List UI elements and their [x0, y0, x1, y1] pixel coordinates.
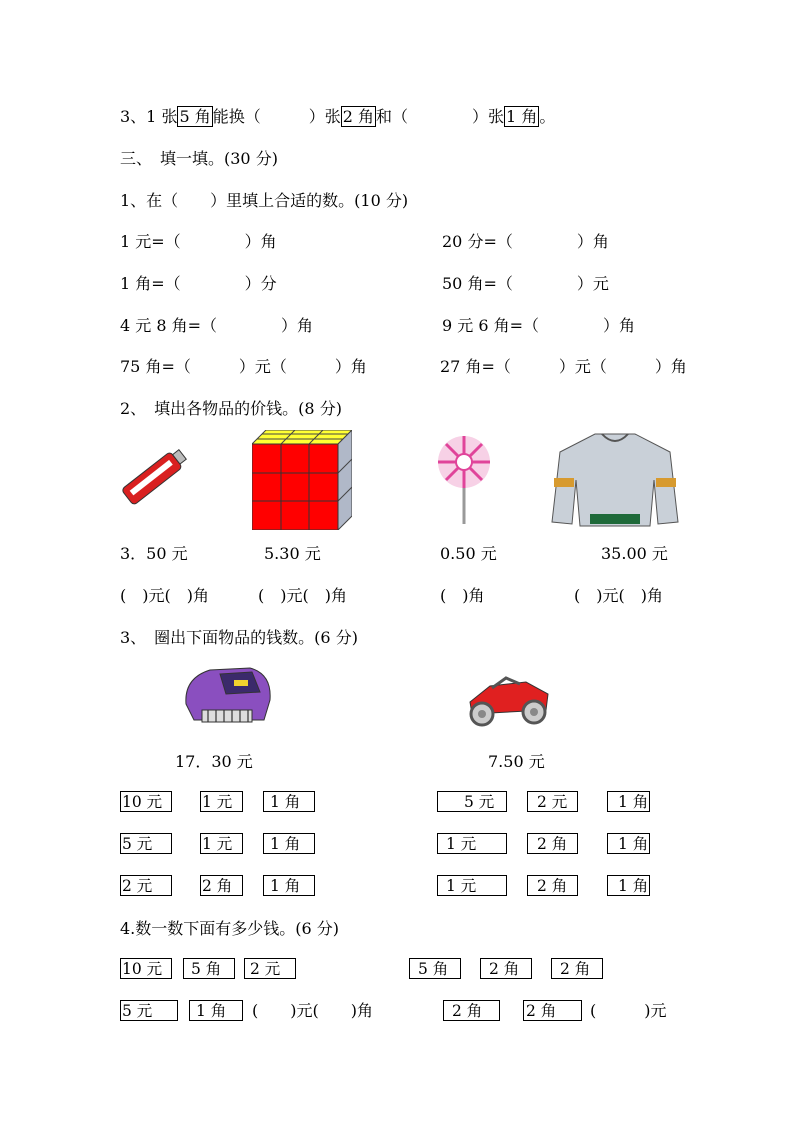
- s2-title: 2、 填出各物品的价钱。(8 分): [120, 399, 342, 418]
- toy-jeep-icon: [462, 672, 554, 730]
- money-box[interactable]: 1 元: [200, 833, 243, 854]
- s2-answer-toothpaste: ( )元( )角: [120, 586, 209, 605]
- money-box: 1 角: [189, 1000, 243, 1021]
- s2-answer-cube: ( )元( )角: [258, 586, 347, 605]
- s2-answer-sweater: ( )元( )角: [574, 586, 663, 605]
- money-box[interactable]: 2 角: [527, 875, 578, 896]
- s2-price-cube: 5.30 元: [264, 544, 321, 563]
- coin-box-1jiao: 1 角: [506, 107, 538, 126]
- s1-row3-left: 4 元 8 角=（ ）角: [120, 316, 314, 335]
- money-box[interactable]: 1 元: [437, 833, 507, 854]
- money-box: 5 元: [120, 1000, 178, 1021]
- s1-row3-right: 9 元 6 角=（ ）角: [442, 316, 636, 335]
- money-box[interactable]: 1 元: [200, 791, 243, 812]
- money-box: 5 角: [409, 958, 461, 979]
- s3-price-car: 17．30 元: [175, 752, 253, 771]
- s2-price-toothpaste: 3．50 元: [120, 544, 188, 563]
- coin-box-2jiao: 2 角: [342, 107, 375, 126]
- money-box[interactable]: 1 角: [607, 791, 650, 812]
- coin-box-5jiao: 5 角: [179, 107, 211, 126]
- money-box: 2 角: [443, 1000, 500, 1021]
- s1-title: 1、在（ ）里填上合适的数。(10 分): [120, 191, 409, 210]
- money-box[interactable]: 5 元: [120, 833, 172, 854]
- lollipop-icon: [434, 434, 494, 526]
- s4-answer-left: ( )元( )角: [252, 1001, 373, 1020]
- s1-row4-left: 75 角=（ ）元（ ）角: [120, 357, 367, 376]
- toy-car-icon: [180, 660, 276, 728]
- s4-answer-right: ( )元: [590, 1001, 667, 1020]
- s4-title: 4.数一数下面有多少钱。(6 分): [120, 919, 340, 938]
- money-box[interactable]: 1 角: [263, 875, 315, 896]
- s1-row1-left: 1 元=（ ）角: [120, 232, 277, 251]
- money-box: 2 元: [244, 958, 296, 979]
- money-box[interactable]: 2 元: [120, 875, 172, 896]
- rubiks-cube-icon: [252, 430, 352, 530]
- s3-title: 3、 圈出下面物品的钱数。(6 分): [120, 628, 358, 647]
- money-box[interactable]: 1 角: [607, 875, 650, 896]
- money-box: 10 元: [120, 958, 172, 979]
- q3-exchange-line: 3、1 张 5 角 能换（ ）张 2 角 和（ ）张 1 角 。: [120, 107, 556, 126]
- money-box[interactable]: 1 角: [263, 791, 315, 812]
- money-box: 5 角: [183, 958, 235, 979]
- money-box: 2 角: [551, 958, 603, 979]
- s2-price-lollipop: 0.50 元: [440, 544, 497, 563]
- money-box[interactable]: 10 元: [120, 791, 172, 812]
- money-box[interactable]: 2 元: [527, 791, 578, 812]
- money-box[interactable]: 1 角: [607, 833, 650, 854]
- s2-answer-lollipop: ( )角: [440, 586, 485, 605]
- money-box[interactable]: 1 元: [437, 875, 507, 896]
- money-box: 2 角: [480, 958, 532, 979]
- money-box[interactable]: 2 角: [527, 833, 578, 854]
- s1-row1-right: 20 分=（ ）角: [442, 232, 609, 251]
- sweater-icon: [550, 430, 680, 530]
- money-box: 2 角: [523, 1000, 582, 1021]
- section-3-title: 三、 填一填。(30 分): [120, 149, 278, 168]
- money-box[interactable]: 5 元: [437, 791, 507, 812]
- toothpaste-icon: [118, 436, 192, 516]
- s1-row2-left: 1 角=（ ）分: [120, 274, 277, 293]
- money-box[interactable]: 2 角: [200, 875, 243, 896]
- s1-row2-right: 50 角=（ ）元: [442, 274, 609, 293]
- s3-price-jeep: 7.50 元: [488, 752, 545, 771]
- s1-row4-right: 27 角=（ ）元（ ）角: [440, 357, 687, 376]
- money-box[interactable]: 1 角: [263, 833, 315, 854]
- s2-price-sweater: 35.00 元: [601, 544, 668, 563]
